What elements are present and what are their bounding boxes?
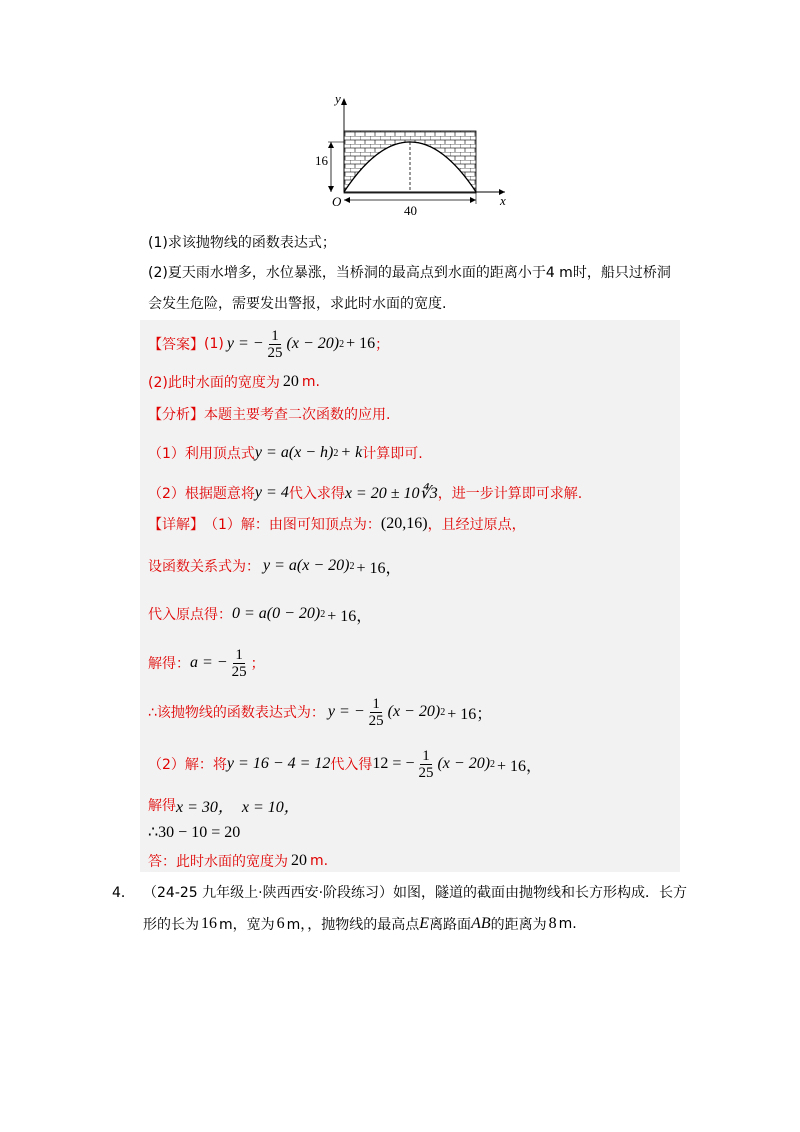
analysis-s2-suffix: ，进一步计算即可求解. [437, 486, 583, 502]
detail-d4-den: 25 [231, 663, 247, 680]
detail-d5-text: ∴该抛物线的函数表达式为： [148, 705, 325, 721]
detail-d1-text: （1）解：由图可知顶点为： [204, 517, 381, 533]
analysis-s1-prefix: （1）利用顶点式 [148, 446, 255, 462]
question-part2-line1: (2)夏天雨水增多，水位暴涨，当桥洞的最高点到水面的距离小于4 m时，船只过桥洞 [148, 265, 671, 281]
answer-fraction [266, 328, 285, 361]
q4-text-e: 的距离为 [490, 917, 547, 933]
answer-frac-num: 1 [271, 327, 279, 344]
detail-d3-tail: + 16， [327, 607, 373, 625]
detail-d5-expr: (x − 20) [387, 703, 441, 720]
detail-d5-sq: 2 [440, 706, 446, 718]
detail-d2-tail: + 16， [356, 559, 402, 577]
analysis-s1-suffix: 计算即可. [362, 446, 423, 462]
analysis-step2 [148, 480, 582, 506]
origin-label: O [332, 194, 342, 209]
detail-d4-formula: a = − [190, 654, 228, 671]
analysis-s2-formula2: x = 20 ± 10∜3 [344, 485, 438, 502]
detail-d3-text: 代入原点得： [148, 607, 232, 623]
detail-d3-sq: 2 [320, 608, 326, 620]
answer-part1 [148, 326, 389, 362]
answer-part2 [148, 371, 320, 393]
answer-p1-lhs: y = − [226, 335, 264, 352]
question-part2-line2: 会发生危险，需要发出警报，求此时水面的宽度. [148, 296, 447, 312]
q4-text-b: m，宽为 [219, 917, 275, 933]
detail-d6-fraction [416, 748, 435, 781]
analysis-s2-prefix: （2）根据题意将 [148, 486, 255, 502]
analysis-s2-mid: 代入求得 [288, 486, 345, 502]
detail-d4-text: 解得： [148, 656, 190, 672]
detail-d6-sq: 2 [490, 758, 496, 770]
y-axis-label: y [335, 91, 341, 106]
detail-d3-formula: 0 = a(0 − 20) [232, 605, 321, 622]
height-label: 16 [315, 153, 328, 168]
detail-d2-text: 设函数关系式为： [148, 559, 260, 575]
detail-d9-value: 20 [291, 852, 307, 869]
detail-step4 [148, 645, 265, 681]
width-label: 40 [404, 203, 417, 218]
detail-d2-formula: y = a(x − 20) [263, 557, 350, 574]
detail-d1-point: (20,16) [380, 515, 428, 532]
detail-d7-text: 解得 [148, 798, 176, 814]
q4-distance-value: 8 [548, 915, 557, 932]
detail-d5-formula: y = − [327, 703, 365, 720]
detail-step7 [148, 794, 300, 816]
detail-step5 [148, 694, 492, 730]
detail-d4-num: 1 [235, 646, 243, 663]
detail-d2-sq: 2 [349, 560, 355, 572]
analysis-s2-formula1: y = 4 [254, 484, 289, 501]
detail-d6-text2: 代入得 [330, 757, 373, 773]
detail-d9-text: 答：此时水面的宽度为 [148, 854, 288, 870]
detail-step8 [148, 821, 240, 843]
q4-text-c: m，，抛物线的最高点 [286, 917, 420, 933]
answer-p1-tail: + 16 [346, 335, 376, 352]
analysis-heading [148, 403, 390, 425]
detail-conclusion [148, 850, 328, 872]
detail-d5-tail: + 16； [447, 705, 493, 723]
detail-d7-formula: x = 30， x = 10， [176, 798, 300, 816]
question-4-line1: （24-25 九年级上·陕西西安·阶段练习）如图，隧道的截面由抛物线和长方形构成．长方 [143, 885, 688, 901]
answer-p1-end: ； [375, 337, 390, 353]
q4-text-a: 形的长为 [143, 917, 199, 933]
q4-width-value: 6 [276, 915, 285, 932]
detail-d6-num: 1 [422, 747, 430, 764]
analysis-s1-plus: + k [340, 444, 363, 461]
analysis-text: 本题主要考查二次函数的应用. [204, 407, 391, 423]
x-axis-label: x [500, 193, 506, 208]
detail-d6-den: 25 [418, 764, 434, 781]
detail-d1-tail: ，且经过原点， [427, 517, 526, 533]
answer-p1-expr: (x − 20) [286, 335, 340, 352]
answer-p2-unit: m. [301, 374, 320, 390]
detail-d5-den: 25 [368, 712, 384, 729]
detail-d5-num: 1 [372, 695, 380, 712]
answer-p1-sq: 2 [339, 338, 345, 350]
detail-d9-unit: m. [310, 853, 329, 869]
q4-segment-ab: AB [471, 915, 491, 932]
detail-d8-formula: ∴30 − 10 = 20 [148, 824, 241, 841]
answer-frac-den: 25 [267, 344, 283, 361]
analysis-s1-sq: 2 [333, 447, 339, 459]
analysis-step1 [148, 440, 423, 466]
q4-text-f: m. [558, 916, 577, 932]
detail-d4-end: ； [250, 656, 265, 672]
question-4-line2 [143, 913, 577, 935]
detail-step1 [148, 512, 526, 536]
answer-tag: 【答案】 [148, 337, 204, 353]
detail-step3 [148, 602, 372, 626]
q4-text-d: 离路面 [429, 917, 472, 933]
analysis-s1-formula: y = a(x − h) [254, 444, 334, 461]
q4-length-value: 16 [201, 915, 217, 932]
detail-d6-text1: （2）解：将 [148, 757, 227, 773]
detail-d4-fraction [230, 647, 249, 680]
q4-point-e: E [419, 915, 430, 932]
bridge-arch-figure [300, 88, 520, 220]
detail-d6-formula1: y = 16 − 4 = 12 [226, 755, 331, 772]
detail-tag: 【详解】 [148, 517, 204, 533]
answer-p2-value: 20 [282, 373, 299, 390]
detail-d6-formula2: 12 = − [372, 755, 415, 772]
question-4-number: 4． [112, 885, 135, 901]
answer-p1-prefix: (1) [204, 336, 224, 352]
detail-step6 [148, 746, 542, 782]
detail-step2 [148, 554, 401, 578]
detail-d6-expr: (x − 20) [437, 755, 491, 772]
question-part1: (1)求该抛物线的函数表达式； [148, 235, 336, 251]
answer-p2-text: (2)此时水面的宽度为 [148, 375, 280, 391]
detail-d6-tail: + 16， [497, 757, 543, 775]
analysis-tag: 【分析】 [148, 407, 204, 423]
detail-d5-fraction [367, 696, 386, 729]
